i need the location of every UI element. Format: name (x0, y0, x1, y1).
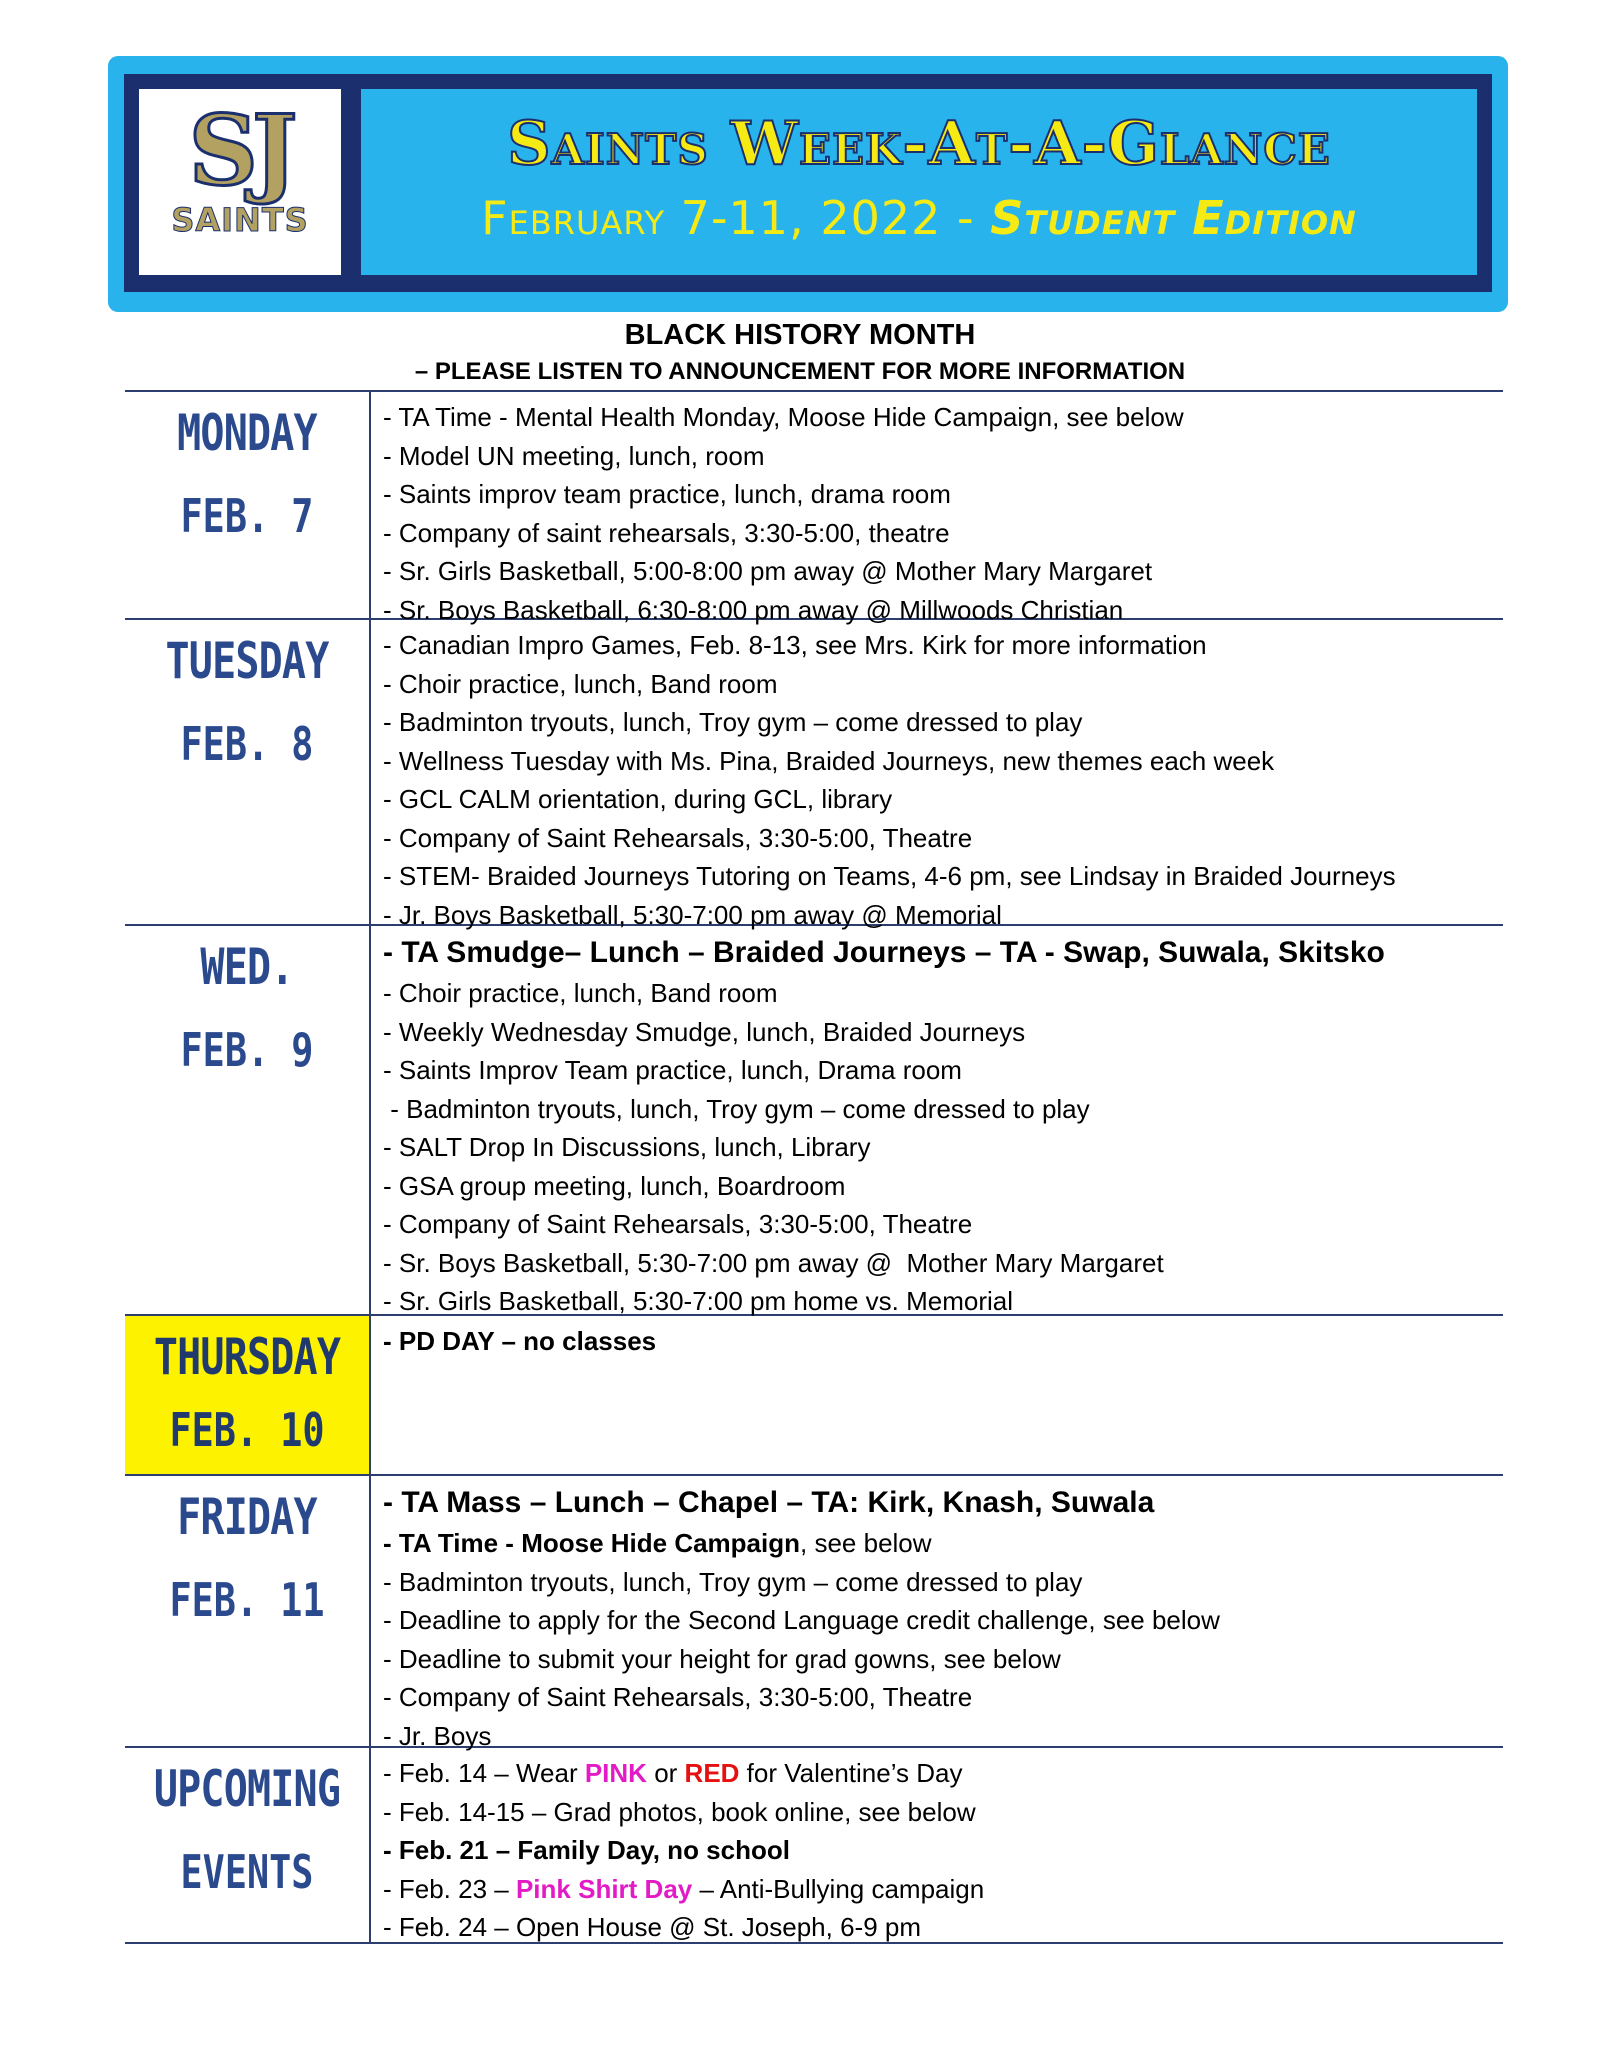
list-item: - GSA group meeting, lunch, Boardroom (383, 1170, 846, 1201)
day-headline: - TA Smudge– Lunch – Braided Journeys – TA - Swap, Suwala, Skitsko (383, 936, 1385, 969)
day-row-tuesday (125, 620, 1503, 930)
list-item (383, 1754, 1503, 1793)
day-label (125, 1316, 371, 1474)
day-name: THURSDAY (153, 1328, 341, 1386)
event-text: – Anti-Bullying campaign (692, 1873, 985, 1904)
event-text: - Feb. 23 – (383, 1873, 516, 1904)
subtitle-dates: February 7-11, 2022 - (481, 191, 991, 245)
day-name: TUESDAY (165, 632, 329, 690)
list-item: - PD DAY – no classes (383, 1326, 657, 1356)
logo-word: SAINTS (171, 201, 309, 239)
list-item: - Deadline to apply for the Second Language credit challenge, see below (383, 1605, 1220, 1635)
header-banner-inner (124, 74, 1492, 292)
school-logo (136, 86, 344, 278)
day-row-upcoming-events (125, 1748, 1503, 1944)
day-items (371, 1476, 1503, 1751)
day-row-wednesday (125, 926, 1503, 1316)
day-name: FRIDAY (177, 1488, 317, 1546)
day-row-monday (125, 392, 1503, 625)
list-item: - SALT Drop In Discussions, lunch, Library (383, 1132, 871, 1162)
list-item: - Jr. Boys (383, 1720, 492, 1751)
day-date: FEB. 9 (180, 1023, 314, 1077)
list-item: - Sr. Boys Basketball, 5:30-7:00 pm away @ Mother Mary Margaret (383, 1247, 1164, 1278)
event-highlight-pink: Pink Shirt Day (515, 1873, 693, 1904)
day-name: MONDAY (177, 404, 317, 462)
list-item: - Feb. 21 – Family Day, no school (383, 1835, 790, 1865)
day-date: EVENTS (180, 1845, 314, 1899)
page-title: Saints Week-At-A-Glance (507, 109, 1331, 179)
list-item: - Canadian Impro Games, Feb. 8-13, see Mrs. Kirk for more information (383, 630, 1207, 660)
list-item: - Company of Saint Rehearsals, 3:30-5:00, Theatre (383, 822, 973, 853)
event-highlight-pink: PINK (584, 1758, 647, 1788)
list-item: - Sr. Boys Basketball, 6:30-8:00 pm away @ Millwoods Christian (383, 594, 1124, 625)
list-item: - Badminton tryouts, lunch, Troy gym – come dressed to play (383, 1566, 1083, 1597)
day-row-thursday (125, 1316, 1503, 1476)
list-item: - Company of saint rehearsals, 3:30-5:00, theatre (383, 517, 950, 548)
title-box (358, 86, 1480, 278)
event-highlight-red: RED (684, 1758, 740, 1788)
list-item: - Feb. 24 – Open House @ St. Joseph, 6-9 pm (383, 1912, 922, 1942)
list-item: - Jr. Boys Basketball, 5:30-7:00 pm away @ Memorial (383, 899, 1002, 930)
list-item: - Deadline to submit your height for grad gowns, see below (383, 1643, 1061, 1674)
list-item: - Weekly Wednesday Smudge, lunch, Braided Journeys (383, 1016, 1026, 1047)
day-name: WED. (200, 938, 294, 996)
day-items (371, 620, 1503, 930)
day-label (125, 620, 371, 924)
list-item: - Choir practice, lunch, Band room (383, 978, 778, 1008)
month-subheading: – PLEASE LISTEN TO ANNOUNCEMENT FOR MORE INFORMATION (414, 358, 1186, 385)
list-item: - Saints Improv Team practice, lunch, Drama room (383, 1055, 962, 1085)
day-items (371, 926, 1503, 1314)
event-text: for Valentine’s Day (739, 1758, 963, 1788)
logo-letters: SJ (188, 94, 292, 207)
header-banner (108, 56, 1508, 312)
day-label (125, 392, 371, 618)
list-item: - Model UN meeting, lunch, room (383, 440, 765, 471)
list-item: - Badminton tryouts, lunch, Troy gym – come dressed to play (383, 1093, 1090, 1124)
event-text: - Feb. 14 – Wear (383, 1758, 585, 1788)
day-row-friday (125, 1476, 1503, 1751)
event-text: or (646, 1758, 685, 1788)
list-item: - Choir practice, lunch, Band room (383, 668, 778, 699)
ta-time-bold: - TA Time - Moose Hide Campaign (383, 1528, 801, 1558)
list-item: - TA Time - Mental Health Monday, Moose Hide Campaign, see below (383, 402, 1184, 432)
day-date: FEB. 10 (169, 1403, 325, 1457)
list-item: - Sr. Girls Basketball, 5:00-8:00 pm away @ Mother Mary Margaret (383, 556, 1153, 586)
list-item: - Feb. 14-15 – Grad photos, book online, see below (383, 1796, 976, 1827)
list-item: - Sr. Girls Basketball, 5:30-7:00 pm home vs. Memorial (383, 1286, 1014, 1316)
subtitle-edition: Student Edition (990, 191, 1357, 245)
list-item: - Company of Saint Rehearsals, 3:30-5:00, Theatre (383, 1209, 973, 1239)
day-items (371, 392, 1503, 625)
list-item: - Saints improv team practice, lunch, drama room (383, 479, 951, 509)
day-items (371, 1316, 1503, 1474)
list-item: - Wellness Tuesday with Ms. Pina, Braided Journeys, new themes each week (383, 745, 1275, 776)
day-label (125, 1476, 371, 1746)
list-item (383, 1870, 1503, 1909)
list-item: - GCL CALM orientation, during GCL, library (383, 784, 893, 814)
month-heading: BLACK HISTORY MONTH (624, 319, 976, 351)
day-label (125, 926, 371, 1314)
list-item: - STEM- Braided Journeys Tutoring on Teams, 4-6 pm, see Lindsay in Braided Journeys (383, 861, 1396, 891)
day-name: UPCOMING (153, 1760, 341, 1818)
day-headline: - TA Mass – Lunch – Chapel – TA: Kirk, Knash, Suwala (383, 1486, 1155, 1519)
list-item (383, 1524, 1503, 1563)
day-items (371, 1748, 1503, 1942)
page-subtitle (361, 191, 1477, 245)
day-date: FEB. 7 (180, 489, 314, 543)
ta-time-rest: , see below (800, 1528, 932, 1558)
day-date: FEB. 8 (180, 717, 314, 771)
day-label (125, 1748, 371, 1942)
list-item: - Company of Saint Rehearsals, 3:30-5:00, Theatre (383, 1682, 973, 1712)
weekly-schedule (125, 390, 1503, 1944)
list-item: - Badminton tryouts, lunch, Troy gym – come dressed to play (383, 707, 1083, 737)
day-date: FEB. 11 (169, 1573, 325, 1627)
